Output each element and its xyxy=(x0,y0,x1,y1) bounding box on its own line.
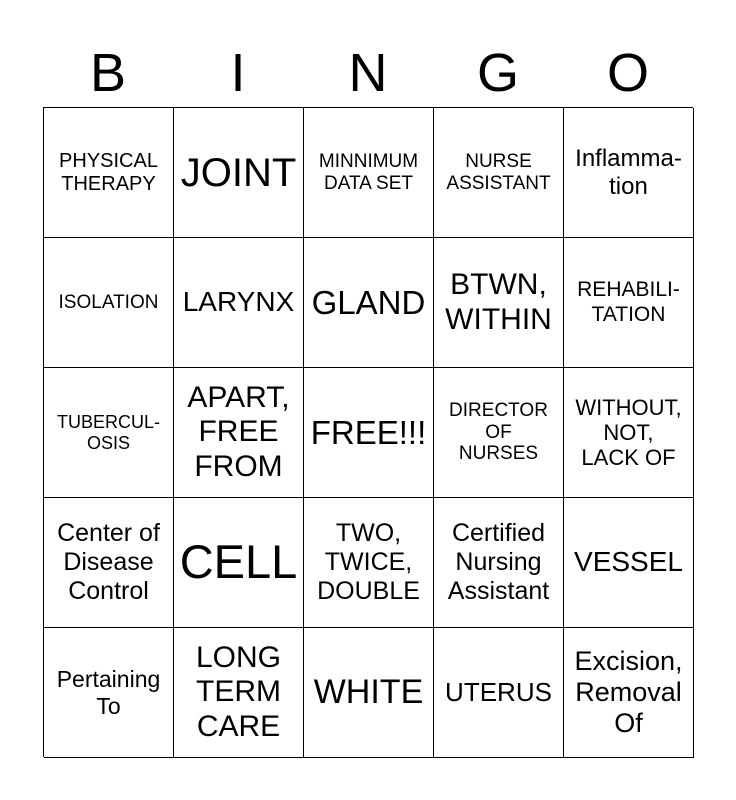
bingo-cell-text: DIRECTOR OF NURSES xyxy=(449,399,548,465)
header-letter-b: B xyxy=(89,43,127,103)
bingo-cell-text: TWO, TWICE, DOUBLE xyxy=(317,519,420,605)
bingo-cell[interactable] xyxy=(564,368,694,498)
bingo-cell[interactable] xyxy=(434,108,564,238)
header-letter-g: G xyxy=(476,43,519,103)
bingo-cell-text: VESSEL xyxy=(574,546,683,578)
bingo-cell[interactable] xyxy=(174,108,304,238)
bingo-cell[interactable] xyxy=(174,238,304,368)
bingo-cell[interactable] xyxy=(174,498,304,628)
bingo-cell[interactable] xyxy=(304,368,434,498)
bingo-cell[interactable] xyxy=(434,238,564,368)
bingo-cell-text: UTERUS xyxy=(445,676,552,707)
bingo-cell-text: REHABILI- TATION xyxy=(577,278,680,326)
bingo-cell[interactable] xyxy=(304,498,434,628)
bingo-cell-text: WITHOUT, NOT, LACK OF xyxy=(575,394,682,471)
bingo-cell-text: PHYSICAL THERAPY xyxy=(59,149,158,195)
bingo-cell[interactable] xyxy=(434,628,564,758)
bingo-cell-text: MINNIMUM DATA SET xyxy=(318,150,419,194)
bingo-cell-text: JOINT xyxy=(180,150,297,195)
bingo-cell-text: GLAND xyxy=(311,283,426,321)
bingo-cell-text: APART, FREE FROM xyxy=(187,380,290,483)
bingo-cell[interactable] xyxy=(44,628,174,758)
bingo-cell-text: Inflamma- tion xyxy=(575,144,682,200)
bingo-header xyxy=(43,40,693,106)
bingo-cell-text: FREE!!! xyxy=(310,413,427,451)
bingo-cell-text: WHITE xyxy=(313,672,424,711)
bingo-cell-text: Excision, Removal Of xyxy=(574,645,683,739)
bingo-cell[interactable] xyxy=(564,498,694,628)
bingo-cell[interactable] xyxy=(44,368,174,498)
bingo-board xyxy=(43,107,693,757)
bingo-cell[interactable] xyxy=(304,238,434,368)
bingo-cell[interactable] xyxy=(44,108,174,238)
bingo-cell-text: ISOLATION xyxy=(58,291,159,313)
bingo-cell-text: BTWN, WITHIN xyxy=(445,268,552,336)
header-letter-i: I xyxy=(230,43,246,103)
bingo-cell[interactable] xyxy=(434,368,564,498)
bingo-cell-text: LARYNX xyxy=(182,286,295,318)
bingo-cell-text: Certified Nursing Assistant xyxy=(447,519,550,605)
bingo-cell[interactable] xyxy=(174,628,304,758)
bingo-cell[interactable] xyxy=(564,108,694,238)
bingo-cell-text: Center of Disease Control xyxy=(57,519,160,605)
bingo-cell-text: CELL xyxy=(179,535,298,589)
bingo-cell[interactable] xyxy=(434,498,564,628)
bingo-cell[interactable] xyxy=(174,368,304,498)
header-letter-n: N xyxy=(348,43,388,103)
bingo-cell[interactable] xyxy=(564,628,694,758)
bingo-cell-text: TUBERCUL- OSIS xyxy=(56,411,160,453)
bingo-cell[interactable] xyxy=(304,628,434,758)
bingo-cell-text: Pertaining To xyxy=(56,666,161,719)
bingo-cell-text: LONG TERM CARE xyxy=(195,640,282,743)
bingo-cell-text: NURSE ASSISTANT xyxy=(446,150,551,194)
bingo-cell[interactable] xyxy=(44,498,174,628)
bingo-cell[interactable] xyxy=(304,108,434,238)
bingo-cell[interactable] xyxy=(44,238,174,368)
header-letter-o: O xyxy=(606,43,649,103)
bingo-cell[interactable] xyxy=(564,238,694,368)
